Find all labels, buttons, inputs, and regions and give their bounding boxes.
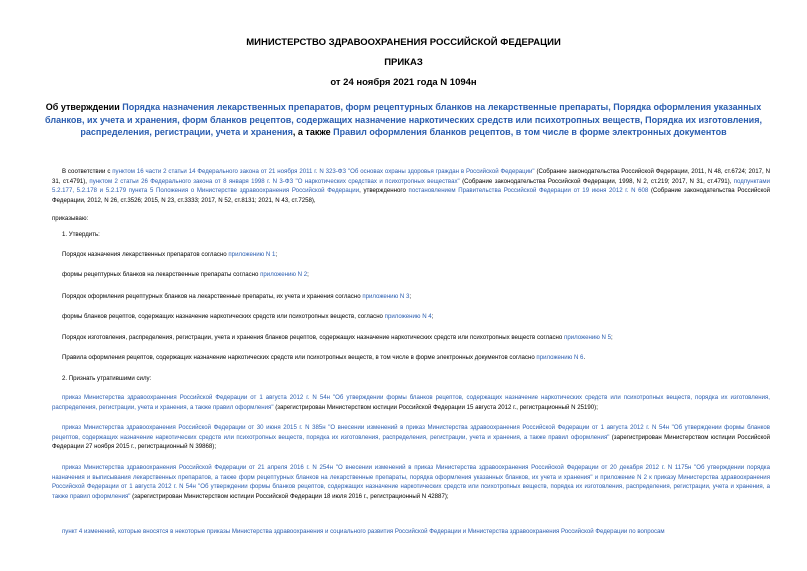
order-254n-link[interactable]: приказ Министерства здравоохранения Российской Федерации от 21 апреля 2016 г. N 254н "О внесении изменений в приказ Министерства здравоохранения Российской Федерации от 20 декабря 2012 г. N 1175н "Об утверждении порядка назначения и выписывания лекарственных препаратов, а также форм рецептурных бланков на лекарственные препараты, порядка оформления указанных бланков, их учета и хранения" и приложение N 2 к приказу Министерства здравоохранения Российской Федерации от 1 августа 2012 г. N 54н "Об утверждении формы бланков рецептов, содержащих назначение наркотических средств или психотропных веществ, порядка их изготовления, распределения, регистрации, учета и хранения, а также правил оформления": [52, 464, 770, 501]
changes-item-4-link[interactable]: пункт 4 изменений, которые вносятся в некоторые приказы Министерства здравоохранения и социального развития Российской Федерации и Министерства здравоохранения Российской Федерации по вопросам: [62, 528, 665, 535]
appendix-4-link[interactable]: приложению N 4: [384, 313, 432, 320]
appendix-6-link[interactable]: приложению N 6: [536, 354, 584, 361]
repeal-text: (зарегистрирован Министерством юстиции Российской Федерации 15 августа 2012 г., регистрационный N 25190);: [273, 403, 598, 411]
approve-item-1: [52, 250, 770, 260]
preamble-text: (Собрание законодательства Российской Федерации, 2012, N 26, ст.3526; 2015, N 23, ст.3333; 2017, N 52, ст.8131; 2021, N 43, ст.7258),: [52, 187, 770, 205]
orders-line: приказываю:: [52, 215, 89, 222]
order-385n-link[interactable]: приказ Министерства здравоохранения Российской Федерации от 30 июня 2015 г. N 385н "О внесении изменений в приказ Министерства здравоохранения Российской Федерации от 1 августа 2012 г. N 54н "Об утверждении формы бланков рецептов, содержащих назначение наркотических средств или психотропных веществ, порядка их изготовления, распределения, регистрации, учета и хранения, а также правил оформления": [52, 424, 770, 441]
preamble-text: В соответствии с: [62, 168, 113, 175]
appendix-2-link[interactable]: приложению N 2: [260, 271, 308, 278]
document-date: от 24 ноября 2021 года N 1094н: [330, 77, 477, 88]
preamble-text: (Собрание законодательства Российской Федерации, 2011, N 48, ст.6724; 2017, N 31, ст.4791),: [52, 168, 770, 185]
preamble-text: (Собрание законодательства Российской Федерации, 1998, N 2, ст.219; 2017, N 31, ст.4791),: [459, 177, 734, 185]
approve-text: Порядок изготовления, распределения, регистрации, учета и хранения бланков рецептов, содержащих назначение наркотических средств или психотропных веществ согласно: [62, 334, 565, 341]
approve-end: ;: [431, 313, 434, 320]
repeal-item-2: [52, 423, 770, 452]
regulation-link[interactable]: подпунктами 5.2.177, 5.2.178 и 5.2.179 пункта 5 Положения о Министерстве здравоохранения Российской Федерации: [52, 177, 771, 195]
document-subject: [36, 101, 771, 139]
item-2-heading: 2. Признать утратившими силу:: [62, 375, 152, 382]
preamble-paragraph: [52, 167, 770, 206]
subject-link-rules[interactable]: Правил оформления бланков рецептов, в том числе в форме электронных документов: [333, 127, 727, 137]
repeal-item-3: [52, 463, 770, 502]
law-3-link[interactable]: пунктом 2 статьи 26 Федерального закона от 8 января 1998 г. N 3-ФЗ "О наркотических средствах и психотропных веществах": [89, 177, 460, 185]
repeal-text: (зарегистрирован Министерством юстиции Российской Федерации 27 ноября 2015 г., регистрационный N 39868);: [52, 433, 770, 451]
approve-end: ;: [611, 334, 613, 341]
ministry-heading: МИНИСТЕРСТВО ЗДРАВООХРАНЕНИЯ РОССИЙСКОЙ ФЕДЕРАЦИИ: [246, 37, 561, 48]
approve-end: ;: [275, 251, 278, 258]
subject-text: , а также: [292, 127, 334, 137]
approve-end: .: [583, 354, 586, 361]
approve-text: Порядок назначения лекарственных препаратов согласно: [62, 251, 229, 258]
approve-end: ;: [307, 271, 309, 278]
resolution-608-link[interactable]: постановлением Правительства Российской Федерации от 19 июня 2012 г. N 608: [408, 187, 649, 195]
document-type: ПРИКАЗ: [384, 57, 423, 68]
approve-item-3: [52, 292, 770, 302]
approve-text: формы бланков рецептов, содержащих назначение наркотических средств или психотропных веществ, согласно: [62, 313, 385, 320]
preamble-text: , утвержденного: [359, 187, 409, 195]
appendix-1-link[interactable]: приложению N 1: [228, 251, 276, 258]
approve-item-6: [52, 353, 770, 363]
approve-text: формы рецептурных бланков на лекарственные препараты согласно: [62, 271, 261, 278]
approve-item-2: [52, 270, 770, 280]
subject-link-procedures[interactable]: Порядка назначения лекарственных препаратов, форм рецептурных бланков на лекарственные препараты, Порядка оформления указанных бланков, их учета и хранения, форм бланков рецептов, содержащих назначение наркотических средств или психотропных веществ, Порядка их изготовления, распределения, регистрации, учета и хранения: [45, 102, 762, 137]
appendix-5-link[interactable]: приложению N 5: [564, 334, 612, 341]
approve-text: Правила оформления рецептов, содержащих назначение наркотических средств или психотропных веществ, в том числе в форме электронных документов согласно: [62, 354, 537, 361]
repeal-item-1: [52, 393, 770, 412]
item-1-heading: 1. Утвердить:: [62, 231, 100, 238]
approve-item-5: [52, 333, 770, 343]
repeal-item-4: [52, 527, 770, 537]
subject-text: Об утверждении: [45, 102, 123, 112]
repeal-text: (зарегистрирован Министерством юстиции Российской Федерации 18 июля 2016 г., регистрационный N 42887);: [130, 493, 449, 501]
approve-end: ;: [409, 293, 412, 300]
approve-text: Порядок оформления рецептурных бланков на лекарственные препараты, их учета и хранения согласно: [62, 293, 363, 300]
law-323-link[interactable]: пунктом 16 части 2 статьи 14 Федерального закона от 21 ноября 2011 г. N 323-ФЗ "Об основах охраны здоровья граждан в Российской Федерации": [112, 168, 535, 175]
approve-item-4: [52, 312, 770, 322]
order-54n-link[interactable]: приказ Министерства здравоохранения Российской Федерации от 1 августа 2012 г. N 54н "Об утверждении формы бланков рецептов, содержащих назначение наркотических средств или психотропных веществ, порядка их изготовления, распределения, регистрации, учета и хранения, а также правил оформления": [52, 394, 770, 411]
appendix-3-link[interactable]: приложению N 3: [362, 293, 410, 300]
